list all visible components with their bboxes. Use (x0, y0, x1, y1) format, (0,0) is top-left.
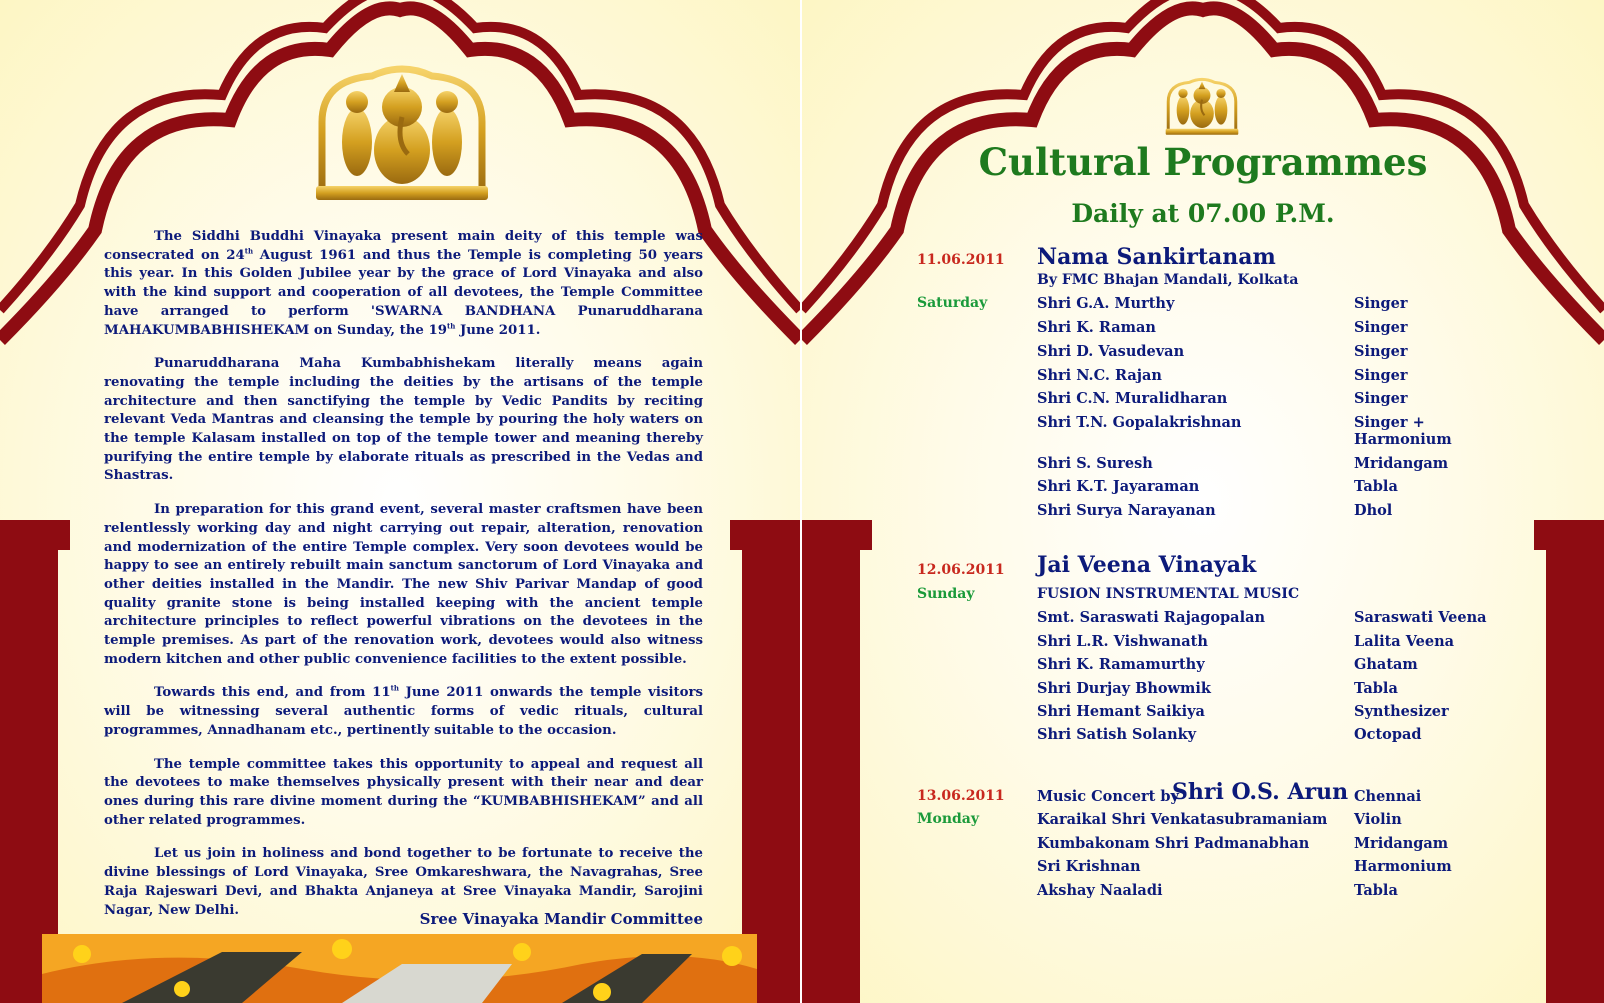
programme-1-subheading: By FMC Bhajan Mandali, Kolkata (1037, 272, 1299, 288)
performer-name: Shri D. Vasudevan (1037, 343, 1185, 360)
flower-garland-decoration (42, 934, 757, 1003)
programme-2-subheading: FUSION INSTRUMENTAL MUSIC (1037, 586, 1300, 602)
performer-name: Shri Durjay Bhowmik (1037, 680, 1211, 697)
programme-1-heading: Nama Sankirtanam (1037, 244, 1276, 270)
performer-role: Singer (1354, 390, 1408, 407)
performer-name: Shri N.C. Rajan (1037, 367, 1162, 384)
performer-name: Shri K. Raman (1037, 319, 1156, 336)
programme-3-heading: Shri O.S. Arun (1172, 779, 1349, 805)
performer-name: Shri Satish Solanky (1037, 726, 1197, 743)
page-title: Cultural Programmes (978, 140, 1428, 184)
performer-role: Singer (1354, 343, 1408, 360)
right-page (802, 0, 1604, 1003)
performer-name: Shri C.N. Muralidharan (1037, 390, 1228, 407)
programme-3-heading-prefix: Music Concert by (1037, 788, 1179, 805)
programme-3-day: Monday (917, 811, 980, 827)
performer-name: Shri L.R. Vishwanath (1037, 633, 1208, 650)
paragraph-3: In preparation for this grand event, several master craftsmen have been relentlessly working day and night carrying out repair, alteration, renovation and modernization of the entire Temple complex. Very soon devotees would be happy to see an entirely rebuilt main sanctum sanctorum of Lord Vinayaka and other deities installed in the Mandir. The new Shiv Parivar Mandap of good quality granite stone is being installed keeping with the ancient temple architecture principles to reflect powerful vibrations on the devotees in the temple premises. As part of the renovation work, devotees would also witness modern kitchen and other public convenience facilities to the extent possible. (104, 502, 703, 667)
performer-role: Lalita Veena (1354, 633, 1455, 650)
programme-3-date: 13.06.2011 (917, 788, 1005, 804)
performer-role: Harmonium (1354, 858, 1452, 875)
paragraph-6: Let us join in holiness and bond together to be fortunate to receive the divine blessings of Lord Vinayaka, Sree Omkareshwara, the Navagrahas, Sree Raja Rajeswari Devi, and Bhakta Anjaneya at Sree Vinayaka Mandir, Sarojini Nagar, New Delhi. (104, 846, 703, 918)
programme-1-day: Saturday (917, 295, 988, 311)
performer-name: Shri K.T. Jayaraman (1037, 478, 1200, 495)
performer-role: Tabla (1354, 680, 1398, 697)
committee-signature: Sree Vinayaka Mandir Committee (419, 910, 703, 928)
performer-name: Shri T.N. Gopalakrishnan (1037, 414, 1242, 431)
programme-2-day: Sunday (917, 586, 975, 602)
performer-role: Singer (1354, 319, 1408, 336)
performer-role: Ghatam (1354, 656, 1418, 673)
page-subtitle: Daily at 07.00 P.M. (1071, 199, 1335, 228)
left-page (0, 0, 800, 1003)
performer-role: Violin (1354, 811, 1402, 828)
performer-name: Shri S. Suresh (1037, 455, 1153, 472)
performer-role: Dhol (1354, 502, 1393, 519)
paragraph-4: Towards this end, and from 11th June 2011 onwards the temple visitors will be witnessing several authentic forms of vedic rituals, cultural programmes, Annadhanam etc., pertinently suitable to the occasion. (104, 684, 703, 738)
performer-name: Karaikal Shri Venkatasubramaniam (1037, 811, 1328, 828)
programme-2-heading: Jai Veena Vinayak (1037, 552, 1257, 578)
performer-name: Shri G.A. Murthy (1037, 295, 1175, 312)
ganesha-idol-icon (312, 62, 492, 202)
paragraph-1: The Siddhi Buddhi Vinayaka present main deity of this temple was consecrated on 24th August 1961 and thus the Temple is completing 50 years this year. In this Golden Jubilee year by the grace of Lord Vinayaka and also with the kind support and cooperation of all devotees, the Temple Committee have arranged to perform 'SWARNA BANDHANA Punaruddharana MAHAKUMBABHISHEKAM on Sunday, the 19th June 2011. (104, 229, 703, 338)
performer-role: Octopad (1354, 726, 1422, 743)
performer-name: Shri K. Ramamurthy (1037, 656, 1205, 673)
introduction-text (104, 228, 703, 935)
performer-role: Saraswati Veena (1354, 609, 1487, 626)
programme-3-heading-role: Chennai (1354, 788, 1422, 805)
performer-name: Shri Surya Narayanan (1037, 502, 1216, 519)
performer-role: Tabla (1354, 882, 1398, 899)
programme-2-date: 12.06.2011 (917, 562, 1005, 578)
performer-name: Sri Krishnan (1037, 858, 1141, 875)
paragraph-5: The temple committee takes this opportunity to appeal and request all the devotees to make themselves physically present with their near and dear ones during this rare divine moment during the “KUMBABHISHEKAM” and all other related programmes. (104, 756, 703, 828)
performer-name: Akshay Naaladi (1037, 882, 1163, 899)
paragraph-2: Punaruddharana Maha Kumbabhishekam literally means again renovating the temple including the deities by the artisans of the temple architecture and then sanctifying the temple by Vedic Pandits by reciting relevant Veda Mantras and cleansing the temple by pouring the holy waters on the temple Kalasam installed on top of the temple tower and meaning thereby purifying the entire temple by elaborate rituals as prescribed in the Vedas and Shastras. (104, 356, 703, 484)
performer-role: Singer (1354, 367, 1408, 384)
performer-role: Singer + Harmonium (1354, 414, 1452, 448)
performer-name: Kumbakonam Shri Padmanabhan (1037, 835, 1310, 852)
programme-1-date: 11.06.2011 (917, 252, 1005, 268)
performer-name: Smt. Saraswati Rajagopalan (1037, 609, 1266, 626)
performer-role: Mridangam (1354, 455, 1449, 472)
performer-role: Singer (1354, 295, 1408, 312)
performer-role: Tabla (1354, 478, 1398, 495)
performer-name: Shri Hemant Saikiya (1037, 703, 1205, 720)
performer-role: Synthesizer (1354, 703, 1449, 720)
performer-role: Mridangam (1354, 835, 1449, 852)
ganesha-idol-icon (1164, 76, 1240, 136)
